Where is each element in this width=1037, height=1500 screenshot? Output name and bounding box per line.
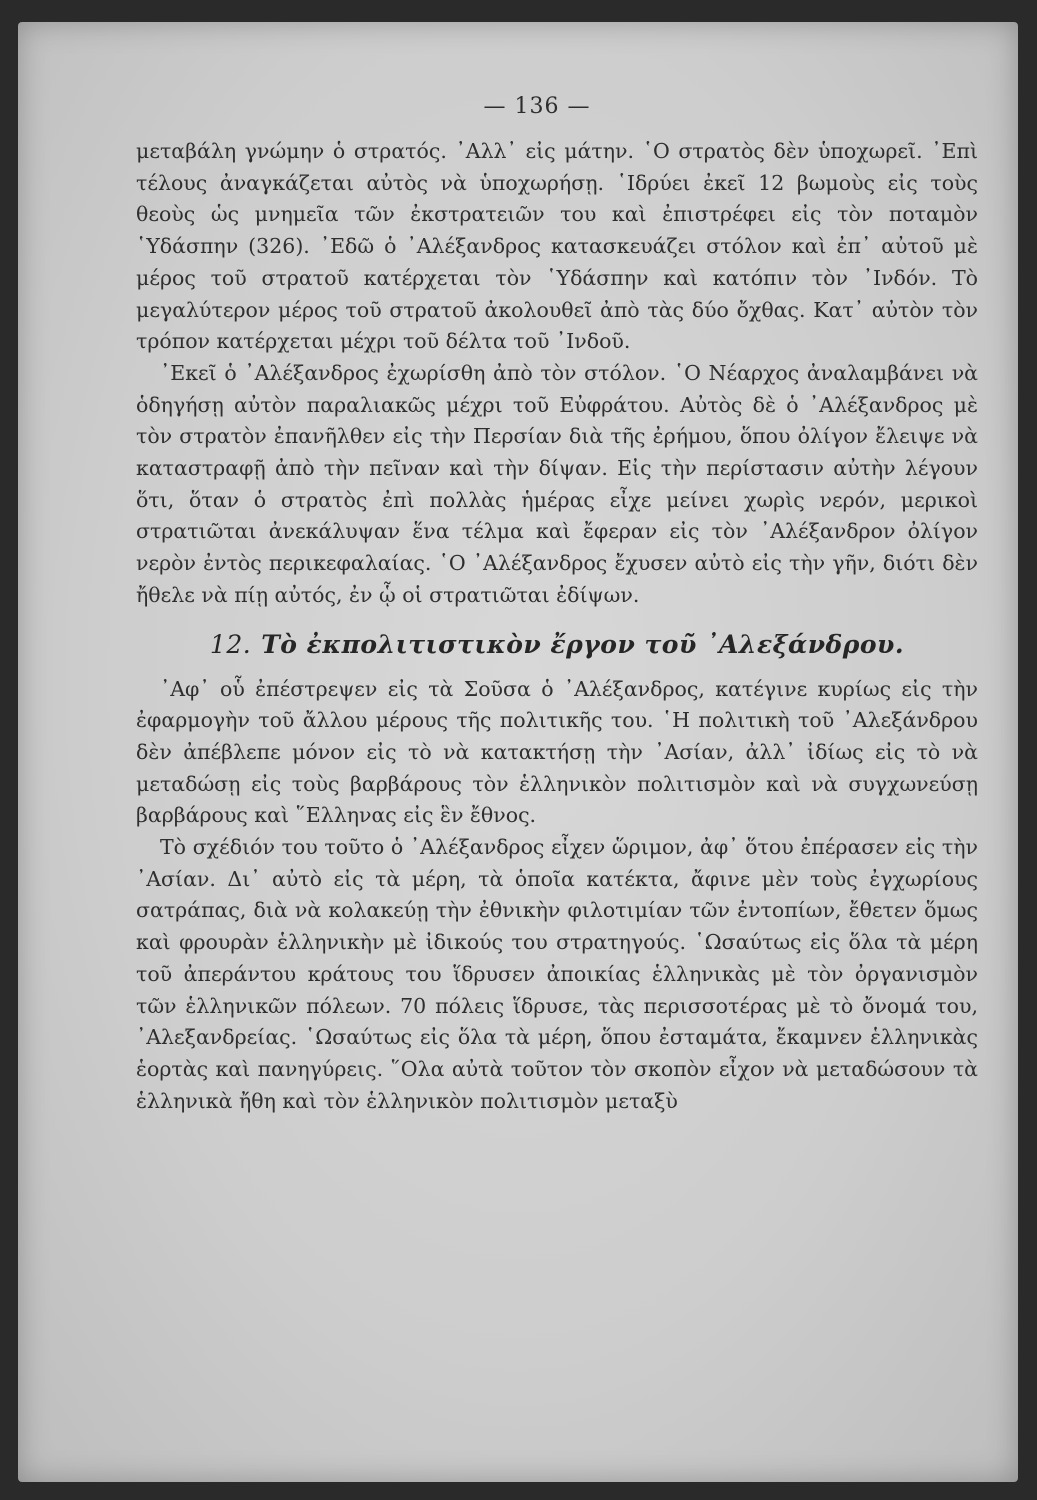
paragraph: μεταβάλη γνώμην ὁ στρατός. ᾿Αλλ᾿ εἰς μάτην. ῾Ο στρατὸς δὲν ὑποχωρεῖ. ᾿Επὶ τέλους ἀναγκάζεται αὐτὸς νὰ ὑποχωρήσῃ. ῾Ιδρύει ἐκεῖ 12 βωμοὺς εἰς τοὺς θεοὺς ὡς μνημεῖα τῶν ἐκστρατειῶν του καὶ ἐπιστρέφει εἰς τὸν ποταμὸν ῾Υδάσπην (326). ᾿Εδῶ ὁ ᾿Αλέξανδρος κατασκευάζει στόλον καὶ ἐπ᾿ αὐτοῦ μὲ μέρος τοῦ στρατοῦ κατέρχεται τὸν ῾Υδάσπην καὶ κατόπιν τὸν ᾿Ινδόν. Τὸ μεγαλύτερον μέρος τοῦ στρατοῦ ἀκολουθεῖ ἀπὸ τὰς δύο ὄχθας. Κατ᾿ αὐτὸν τὸν τρόπον κατέρχεται μέχρι τοῦ δέλτα τοῦ ᾿Ινδοῦ.: [136, 139, 978, 354]
section-number: 12.: [209, 629, 252, 659]
section-heading: [136, 625, 978, 665]
paragraph: ᾿Εκεῖ ὁ ᾿Αλέξανδρος ἐχωρίσθη ἀπὸ τὸν στόλον. ῾Ο Νέαρχος ἀναλαμβάνει νὰ ὁδηγήσῃ αὐτὸν παραλιακῶς μέχρι τοῦ Εὐφράτου. Αὐτὸς δὲ ὁ ᾿Αλέξανδρος μὲ τὸν στρατὸν ἐπανῆλθεν εἰς τὴν Περσίαν διὰ τῆς ἐρήμου, ὅπου ὀλίγον ἔλειψε νὰ καταστραφῇ ἀπὸ τὴν πεῖναν καὶ τὴν δίψαν. Εἰς τὴν περίστασιν αὐτὴν λέγουν ὅτι, ὅταν ὁ στρατὸς ἐπὶ πολλὰς ἡμέρας εἶχε μείνει χωρὶς νερόν, μερικοὶ στρατιῶται ἀνεκάλυψαν ἕνα τέλμα καὶ ἔφεραν εἰς τὸν ᾿Αλέξανδρον ὀλίγον νερὸν ἐντὸς περικεφαλαίας. ῾Ο ᾿Αλέξανδρος ἔχυσεν αὐτὸ εἰς τὴν γῆν, διότι δὲν ἤθελε νὰ πίῃ αὐτός, ἐν ᾧ οἱ στρατιῶται ἐδίψων.: [136, 360, 978, 607]
paragraph: Τὸ σχέδιόν του τοῦτο ὁ ᾿Αλέξανδρος εἶχεν ὥριμον, ἀφ᾿ ὅτου ἐπέρασεν εἰς τὴν ᾿Ασίαν. Δι᾿ αὐτὸ εἰς τὰ μέρη, τὰ ὁποῖα κατέκτα, ἄφινε μὲν τοὺς ἐγχωρίους σατράπας, διὰ νὰ κολακεύῃ τὴν ἐθνικὴν φιλοτιμίαν τῶν ἐντοπίων, ἔθετεν ὅμως καὶ φρουρὰν ἑλληνικὴν μὲ ἰδικούς του στρατηγούς. ῾Ωσαύτως εἰς ὅλα τὰ μέρη τοῦ ἀπεράντου κράτους του ἵδρυσεν ἀποικίας ἑλληνικὰς μὲ τὸν ὀργανισμὸν τῶν ἑλληνικῶν πόλεων. 70 πόλεις ἵδρυσε, τὰς περισσοτέρας μὲ τὸ ὄνομά του, ᾿Αλεξανδρείας. ῾Ωσαύτως εἰς ὅλα τὰ μέρη, ὅπου ἐσταμάτα, ἔκαμνεν ἑλληνικὰς ἑορτὰς καὶ πανηγύρεις. ῞Ολα αὐτὰ τοῦτον τὸν σκοπὸν εἶχον νὰ μεταδώσουν τὰ ἑλληνικὰ ἤθη καὶ τὸν ἑλληνικὸν πολιτισμὸν μεταξὺ: [136, 835, 978, 1113]
book-page: [18, 22, 1018, 1482]
section-title: Τὸ ἐκπολιτιστικὸν ἔργον τοῦ ᾿Αλεξάνδρου.: [261, 629, 905, 659]
page-number: — 136 —: [483, 94, 591, 119]
paragraph: ᾿Αφ᾿ οὗ ἐπέστρεψεν εἰς τὰ Σοῦσα ὁ ᾿Αλέξανδρος, κατέγινε κυρίως εἰς τὴν ἐφαρμογὴν τοῦ ἄλλου μέρους τῆς πολιτικῆς του. ῾Η πολιτικὴ τοῦ ᾿Αλεξάνδρου δὲν ἀπέβλεπε μόνον εἰς τὸ νὰ κατακτήσῃ τὴν ᾿Ασίαν, ἀλλ᾿ ἰδίως εἰς τὸ νὰ μεταδώσῃ εἰς τοὺς βαρβάρους τὸν ἑλληνικὸν πολιτισμὸν καὶ νὰ συγχωνεύσῃ βαρβάρους καὶ ῞Ελληνας εἰς ἓν ἔθνος.: [136, 676, 978, 828]
text-block: [136, 90, 978, 1117]
